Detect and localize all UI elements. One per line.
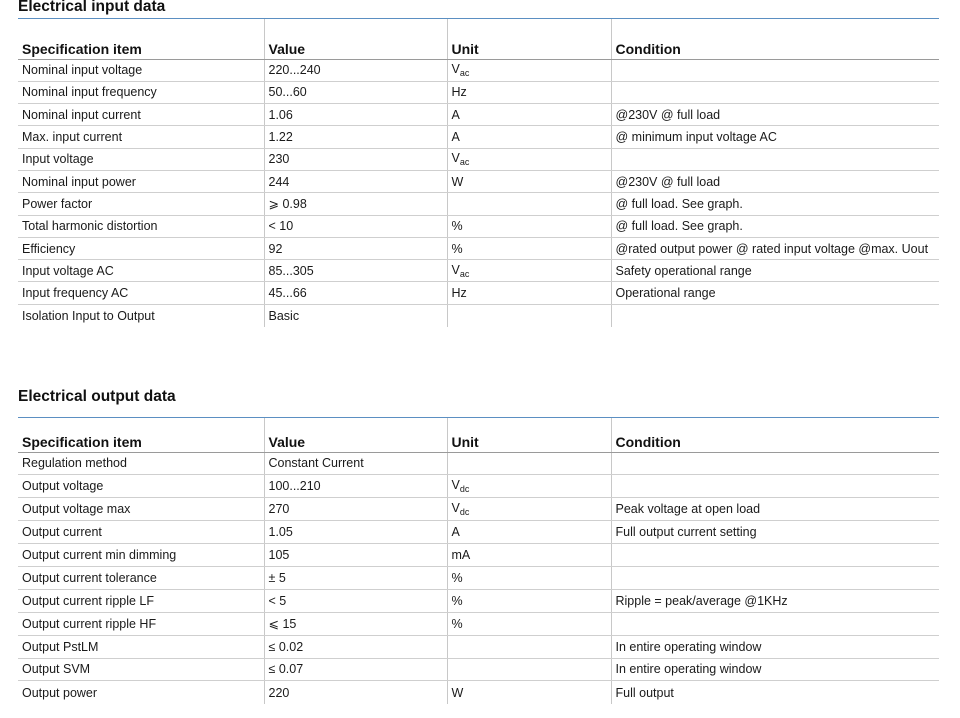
header-specification-item: Specification item <box>18 418 264 452</box>
table-row <box>18 104 939 126</box>
table-body <box>18 59 939 327</box>
header-unit: Unit <box>447 418 611 452</box>
unit-symbol: V <box>451 262 460 277</box>
unit-symbol: V <box>451 151 460 166</box>
cell-value: 1.22 <box>264 126 447 148</box>
table-row <box>18 170 939 192</box>
cell-unit <box>447 475 611 498</box>
cell-value: ⩽ 15 <box>264 612 447 635</box>
table-row <box>18 635 939 658</box>
cell-value: 230 <box>264 148 447 170</box>
cell-specification-item: Input voltage AC <box>18 260 264 282</box>
unit-symbol: % <box>451 241 463 256</box>
table-row <box>18 282 939 304</box>
cell-value: 50...60 <box>264 81 447 103</box>
cell-unit <box>447 260 611 282</box>
cell-value: < 5 <box>264 589 447 612</box>
cell-specification-item: Output power <box>22 685 98 700</box>
cell-condition <box>611 81 939 103</box>
cell-value: Constant Current <box>264 452 447 475</box>
cell-specification-item: Output PstLM <box>18 635 264 658</box>
cell-specification-item: Output SVM <box>18 658 264 681</box>
header-unit: Unit <box>447 19 611 59</box>
table-row <box>18 544 939 567</box>
unit-symbol: mA <box>451 548 471 562</box>
table-row <box>18 81 939 103</box>
cell-unit <box>447 126 611 148</box>
cell-condition: Peak voltage at open load <box>611 498 939 521</box>
unit-symbol: Hz <box>451 85 467 100</box>
cell-specification-item: Power factor <box>18 193 264 215</box>
table-body <box>18 452 939 704</box>
unit-subscript: dc <box>459 484 470 495</box>
header-specification-item: Specification item <box>18 19 264 59</box>
table-row <box>18 566 939 589</box>
cell-unit <box>447 237 611 259</box>
cell-unit <box>447 304 611 326</box>
cell-specification-item: Efficiency <box>18 237 264 259</box>
table-row <box>18 452 939 475</box>
cell-unit <box>447 148 611 170</box>
header-value: Value <box>264 418 447 452</box>
cell-value: 244 <box>264 170 447 192</box>
table-row <box>18 59 939 81</box>
cell-unit <box>447 612 611 635</box>
cell-unit <box>447 193 611 215</box>
unit-symbol: W <box>451 174 464 189</box>
cell-condition <box>611 566 939 589</box>
cell-condition: @230V @ full load <box>611 104 939 126</box>
cell-condition: Full output current setting <box>611 521 939 544</box>
unit-subscript: ac <box>459 68 470 79</box>
table-row <box>18 521 939 544</box>
cell-unit <box>447 589 611 612</box>
unit-symbol: % <box>451 616 463 631</box>
electrical-output-section <box>18 385 939 704</box>
cell-value: ⩾ 0.98 <box>264 193 447 215</box>
cell-condition: In entire operating window <box>611 658 939 681</box>
unit-symbol: % <box>451 219 463 234</box>
cell-unit <box>447 498 611 521</box>
unit-symbol: A <box>451 130 460 145</box>
table-row <box>18 498 939 521</box>
cell-specification-item: Input frequency AC <box>18 282 264 304</box>
cell-value: ≤ 0.07 <box>264 658 447 681</box>
cell-condition: @ full load. See graph. <box>611 215 939 237</box>
cell-specification-item: Output current min dimming <box>18 544 264 567</box>
cell-unit <box>447 681 611 704</box>
table-header-row <box>18 19 939 59</box>
unit-symbol: V <box>451 501 460 516</box>
section-title: Electrical output data <box>18 385 939 418</box>
table-row <box>18 658 939 681</box>
unit-symbol: A <box>451 525 460 540</box>
cell-condition <box>611 148 939 170</box>
header-condition: Condition <box>611 418 939 452</box>
cell-value: 220 <box>264 681 447 704</box>
cell-specification-item: Output current tolerance <box>18 566 264 589</box>
cell-specification-item: Nominal input current <box>18 104 264 126</box>
cell-value: Basic <box>264 304 447 326</box>
cell-specification-item: Total harmonic distortion <box>18 215 264 237</box>
cell-value: 270 <box>264 498 447 521</box>
cell-value: ± 5 <box>264 566 447 589</box>
cell-condition <box>611 59 939 81</box>
cell-unit <box>447 81 611 103</box>
unit-subscript: ac <box>459 157 470 168</box>
cell-value: 105 <box>264 544 447 567</box>
cell-specification-item: Output current ripple LF <box>18 589 264 612</box>
cell-condition <box>611 475 939 498</box>
cell-condition: @230V @ full load <box>611 170 939 192</box>
cell-condition: @ full load. See graph. <box>611 193 939 215</box>
cell-condition <box>611 544 939 567</box>
unit-symbol: V <box>451 478 460 493</box>
electrical-output-table <box>18 418 939 704</box>
cell-specification-item: Regulation method <box>18 452 264 475</box>
cell-specification-item: Output voltage max <box>18 498 264 521</box>
unit-symbol: % <box>451 593 463 608</box>
cell-value: 92 <box>264 237 447 259</box>
cell-condition: Operational range <box>611 282 939 304</box>
unit-symbol: A <box>451 107 460 122</box>
table-row <box>18 475 939 498</box>
cell-specification-item: Output current <box>18 521 264 544</box>
unit-subscript: dc <box>459 507 470 518</box>
cell-condition <box>611 452 939 475</box>
electrical-input-table <box>18 19 939 327</box>
cell-unit <box>447 658 611 681</box>
section-title: Electrical input data <box>18 0 939 19</box>
electrical-input-section <box>18 0 939 327</box>
cell-unit <box>447 544 611 567</box>
cell-value: 100...210 <box>264 475 447 498</box>
header-value: Value <box>264 19 447 59</box>
cell-specification-item: Nominal input voltage <box>18 59 264 81</box>
cell-unit <box>447 282 611 304</box>
cell-unit <box>447 104 611 126</box>
cell-specification-item: Output current ripple HF <box>18 612 264 635</box>
cell-condition: Safety operational range <box>611 260 939 282</box>
unit-symbol: % <box>451 570 463 585</box>
table-row <box>18 304 939 326</box>
unit-subscript: ac <box>459 268 470 279</box>
cell-unit <box>447 170 611 192</box>
cell-value: 85...305 <box>264 260 447 282</box>
cell-specification-item: Nominal input frequency <box>18 81 264 103</box>
cell-value: < 10 <box>264 215 447 237</box>
cell-condition <box>611 304 939 326</box>
table-row <box>18 612 939 635</box>
cell-specification-item: Nominal input power <box>18 170 264 192</box>
unit-symbol: W <box>451 685 464 700</box>
cell-unit <box>447 59 611 81</box>
table-row <box>18 237 939 259</box>
cell-unit <box>447 521 611 544</box>
cell-condition: @rated output power @ rated input voltage @max. Uout <box>611 237 939 259</box>
table-row <box>18 260 939 282</box>
table-row <box>18 193 939 215</box>
cell-value: 1.05 <box>264 521 447 544</box>
cell-condition: @ minimum input voltage AC <box>611 126 939 148</box>
table-row <box>18 681 939 704</box>
cell-condition: Ripple = peak/average @1KHz <box>611 589 939 612</box>
table-row <box>18 589 939 612</box>
table-header-row <box>18 418 939 452</box>
cell-unit <box>447 452 611 475</box>
cell-condition: Full output <box>611 681 939 704</box>
cell-value: 220...240 <box>264 59 447 81</box>
cell-value: ≤ 0.02 <box>264 635 447 658</box>
table-row <box>18 148 939 170</box>
cell-unit <box>447 635 611 658</box>
cell-unit <box>447 215 611 237</box>
cell-condition <box>611 612 939 635</box>
cell-specification-item: Input voltage <box>18 148 264 170</box>
header-condition: Condition <box>611 19 939 59</box>
cell-specification-item: Isolation Input to Output <box>22 308 155 323</box>
table-row <box>18 126 939 148</box>
cell-condition: In entire operating window <box>611 635 939 658</box>
unit-symbol: Hz <box>451 286 467 301</box>
unit-symbol: V <box>451 62 460 77</box>
cell-specification-item: Output voltage <box>18 475 264 498</box>
cell-value: 45...66 <box>264 282 447 304</box>
cell-value: 1.06 <box>264 104 447 126</box>
table-row <box>18 215 939 237</box>
cell-unit <box>447 566 611 589</box>
cell-specification-item: Max. input current <box>18 126 264 148</box>
